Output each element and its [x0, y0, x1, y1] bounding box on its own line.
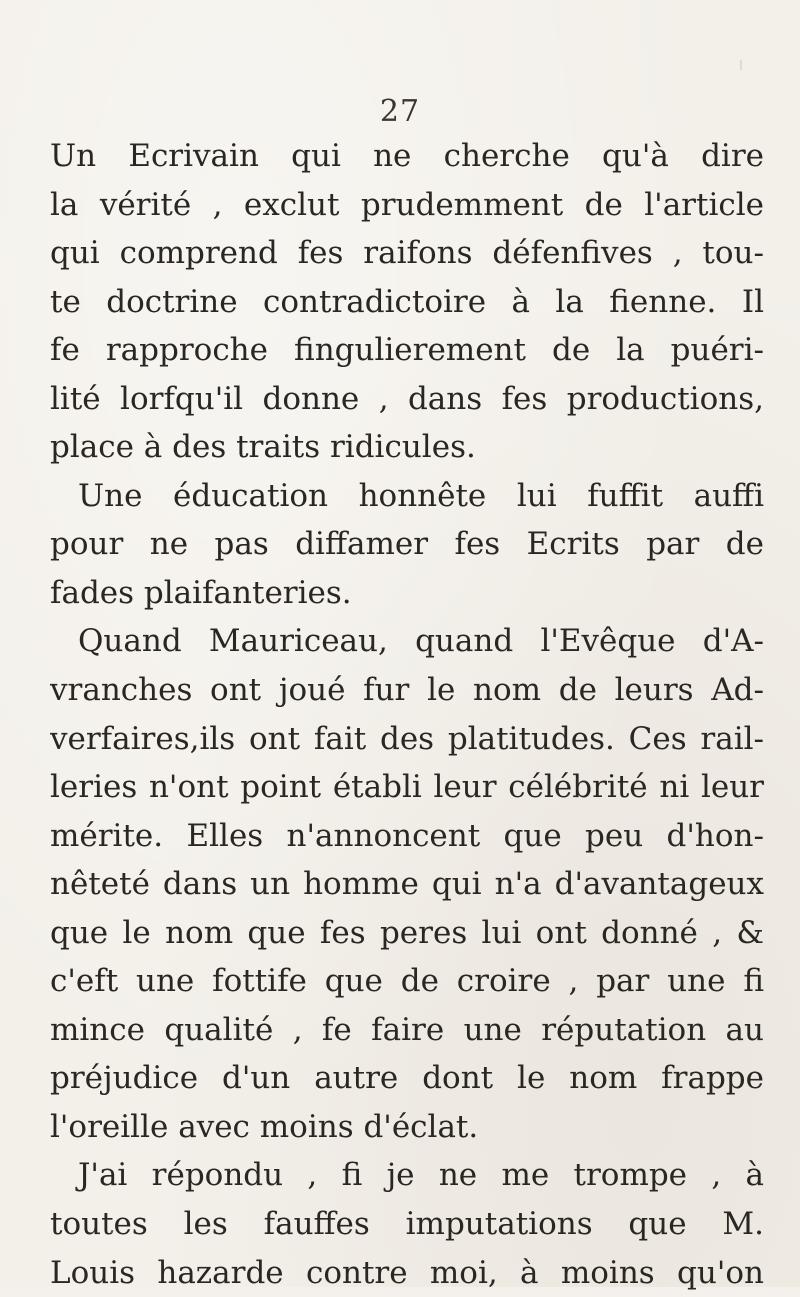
text-line: te doctrine contradictoire à la fienne. Il	[50, 283, 764, 320]
text-line: qui comprend fes raifons défenfives , tou-	[50, 235, 764, 272]
text-line: pour ne pas diffamer fes Ecrits par de	[50, 526, 764, 563]
text-line: préjudice d'un autre dont le nom frappe	[50, 1060, 764, 1097]
text-line: Quand Mauriceau, quand l'Evêque d'A-	[78, 623, 764, 660]
text-line: Louis hazarde contre moi, à moins qu'on	[50, 1254, 764, 1291]
text-line: fades plaifanteries.	[50, 574, 352, 611]
text-line: mérite. Elles n'annoncent que peu d'hon-	[50, 817, 764, 854]
paper-speck	[740, 60, 742, 70]
text-line: place à des traits ridicules.	[50, 429, 476, 466]
text-line: l'oreille avec moins d'éclat.	[50, 1108, 479, 1145]
text-line: toutes les fauffes imputations que M.	[50, 1206, 764, 1243]
text-line: Une éducation honnête lui fuffit auffi	[78, 477, 764, 514]
text-line: la vérité , exclut prudemment de l'article	[50, 186, 764, 223]
text-line: leries n'ont point établi leur célébrité ni leur	[50, 769, 764, 806]
text-line: J'ai répondu , fi je ne me trompe , à	[78, 1157, 764, 1194]
text-line: fe rapproche fingulierement de la puéri-	[50, 332, 764, 369]
text-line: mince qualité , fe faire une réputation au	[50, 1011, 764, 1048]
page-number: 27	[379, 94, 421, 129]
text-line: vranches ont joué fur le nom de leurs Ad-	[50, 672, 764, 709]
text-line: nêteté dans un homme qui n'a d'avantageux	[50, 866, 764, 903]
text-line: verfaires,ils ont fait des platitudes. Ces rail-	[50, 720, 764, 757]
text-line: c'eft une fottife que de croire , par une fi	[50, 963, 764, 1000]
paper-speck	[110, 1230, 113, 1233]
text-line: lité lorfqu'il donne , dans fes productions,	[50, 380, 764, 417]
text-line: Un Ecrivain qui ne cherche qu'à dire	[50, 138, 764, 174]
text-line: que le nom que fes peres lui ont donné , &	[50, 914, 764, 951]
body-text	[50, 132, 764, 1297]
